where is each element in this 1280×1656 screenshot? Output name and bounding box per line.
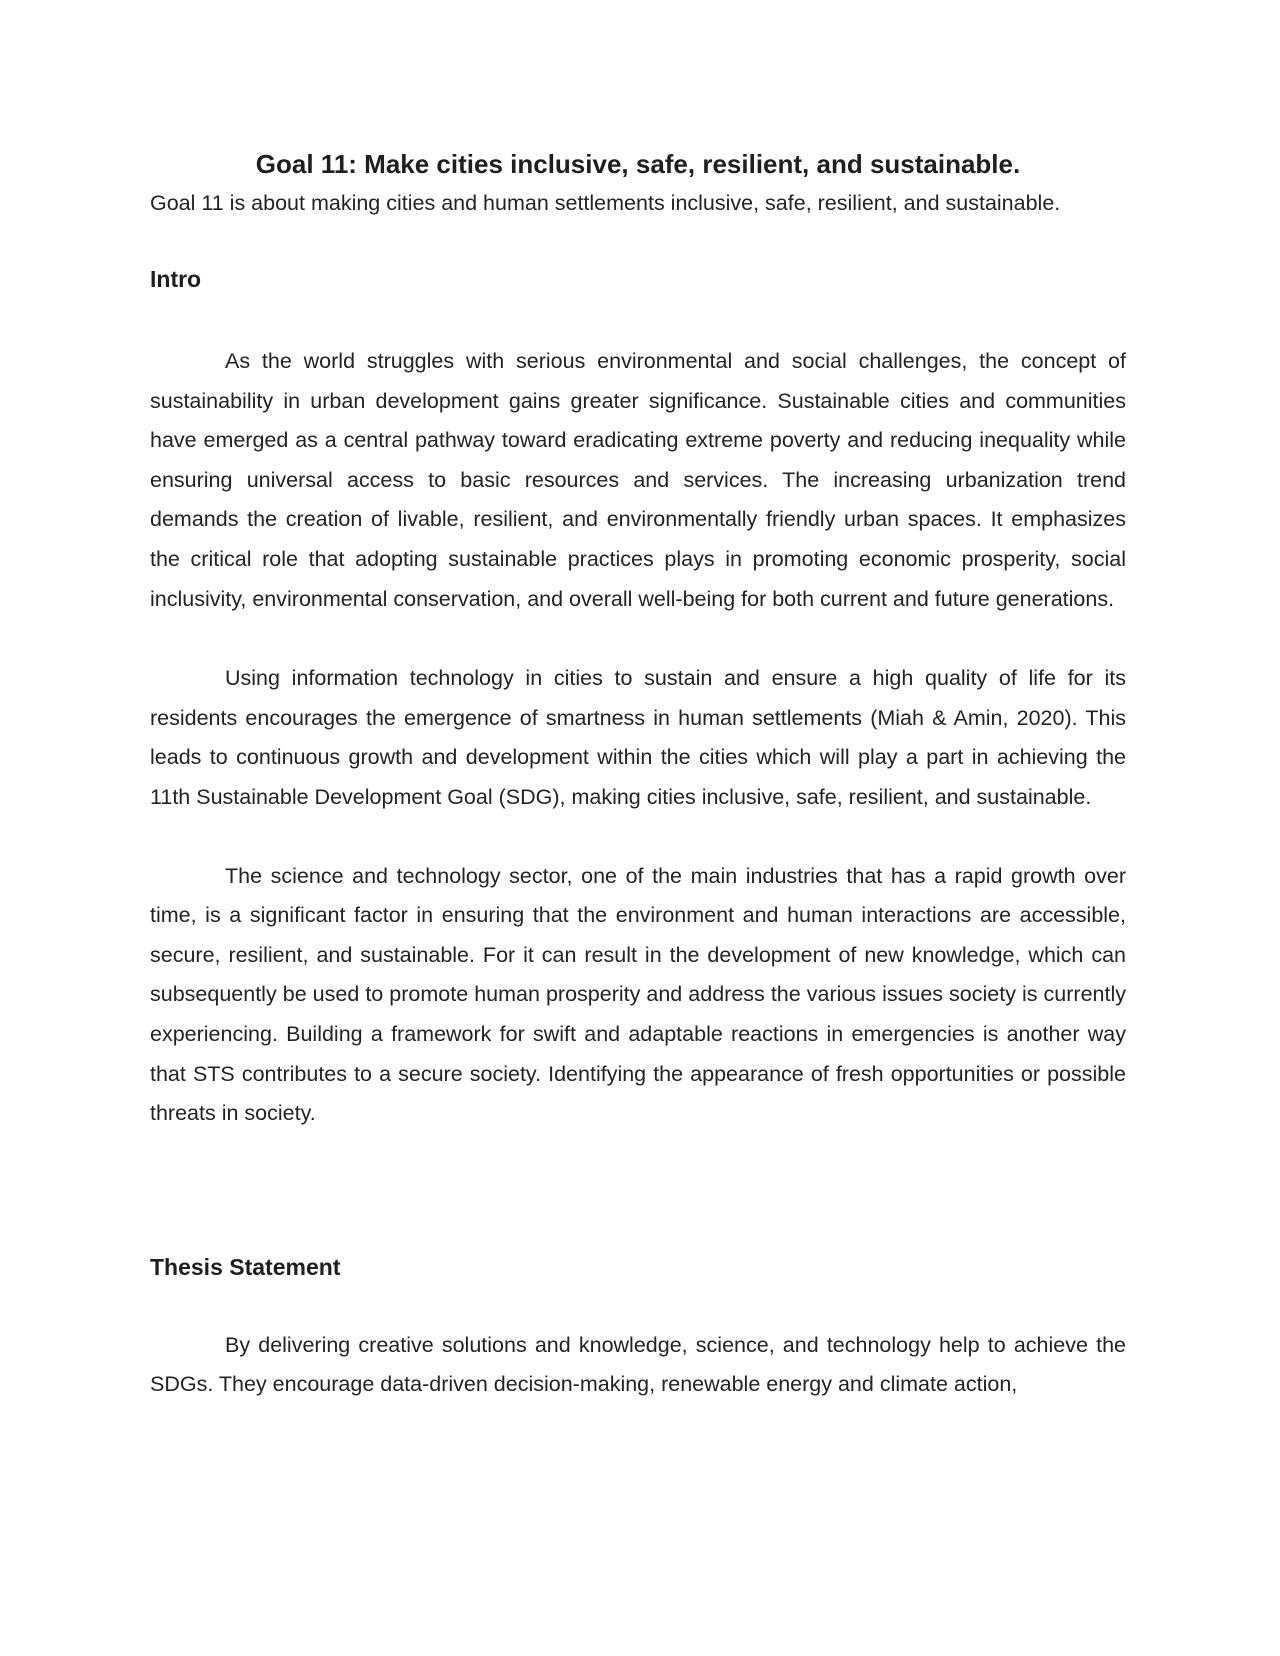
document-body (150, 146, 1126, 1405)
document-subtitle: Goal 11 is about making cities and human settlements inclusive, safe, resilient, and sustainable. (150, 191, 1061, 215)
document-title: Goal 11: Make cities inclusive, safe, resilient, and sustainable. (255, 149, 1021, 179)
intro-paragraph-2: Using information technology in cities to sustain and ensure a high quality of life for its residents encourages the emergence of smartness in human settlements (Miah & Amin, 2020). This leads to continuous growth and development within the cities which will play a part in achieving the 11th Sustainable Development Goal (SDG), making cities inclusive, safe, resilient, and sustainable. (150, 666, 1126, 809)
intro-paragraph-3: The science and technology sector, one of the main industries that has a rapid growth over time, is a significant factor in ensuring that the environment and human interactions are accessible, secure, resilient, and sustainable. For it can result in the development of new knowledge, which can subsequently be used to promote human prosperity and address the various issues society is currently experiencing. Building a framework for swift and adaptable reactions in emergencies is another way that STS contributes to a secure society. Identifying the appearance of fresh opportunities or possible threats in society. (150, 863, 1126, 1126)
thesis-paragraph: By delivering creative solutions and knowledge, science, and technology help to achieve the SDGs. They encourage data-driven decision-making, renewable energy and climate action, (150, 1332, 1126, 1397)
section-heading-thesis-statement: Thesis Statement (150, 1253, 341, 1280)
intro-paragraph-1: As the world struggles with serious environmental and social challenges, the concept of sustainability in urban development gains greater significance. Sustainable cities and communities have emerged as a central pathway toward eradicating extreme poverty and reducing inequality while ensuring universal access to basic resources and services. The increasing urbanization trend demands the creation of livable, resilient, and environmentally friendly urban spaces. It emphasizes the critical role that adopting sustainable practices plays in promoting economic prosperity, social inclusivity, environmental conservation, and overall well-being for both current and future generations. (150, 349, 1126, 611)
section-heading-intro: Intro (150, 266, 202, 292)
